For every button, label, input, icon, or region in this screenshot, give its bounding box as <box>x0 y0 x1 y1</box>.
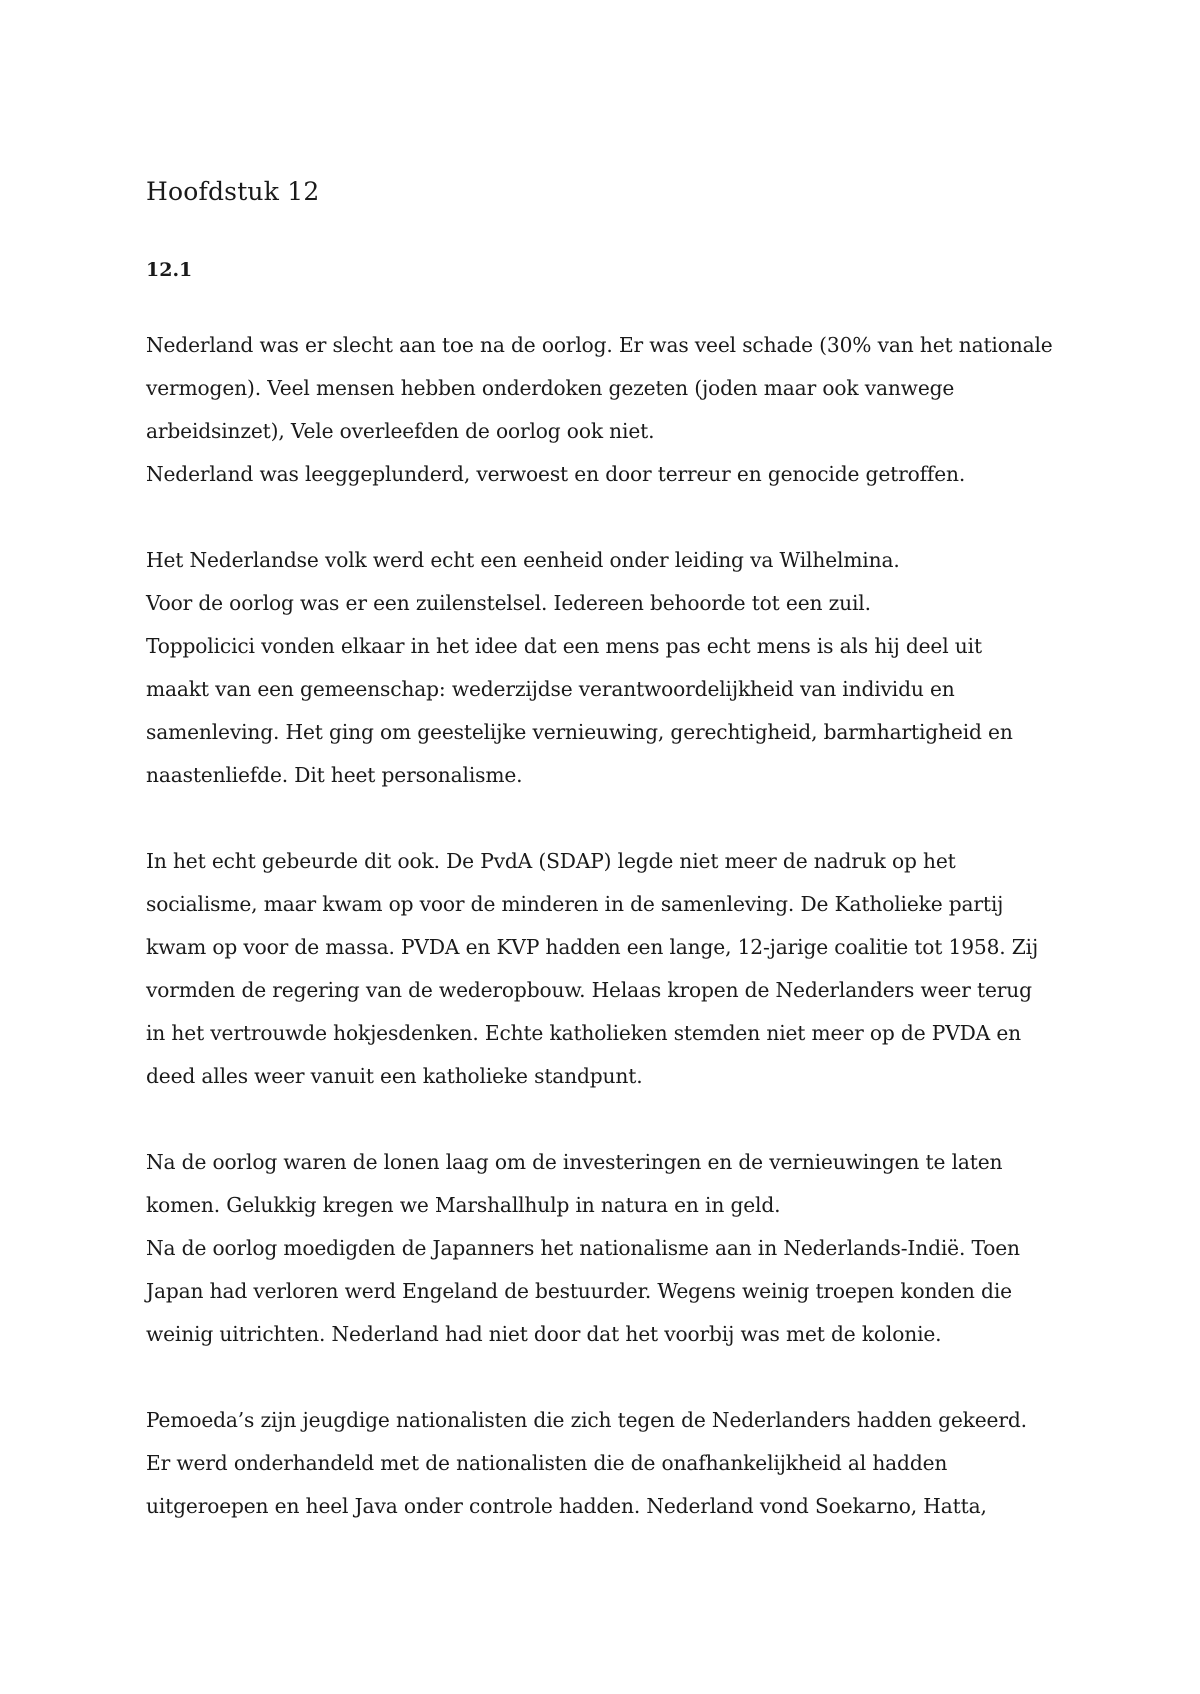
text-line: samenleving. Het ging om geestelijke vernieuwing, gerechtigheid, barmhartigheid en <box>146 720 1013 744</box>
text-line: vormden de regering van de wederopbouw. Helaas kropen de Nederlanders weer terug <box>146 978 1032 1002</box>
text-line: In het echt gebeurde dit ook. De PvdA (SDAP) legde niet meer de nadruk op het <box>146 849 956 873</box>
paragraph <box>146 539 1066 797</box>
chapter-title: Hoofdstuk 12 <box>146 177 320 206</box>
text-line: Voor de oorlog was er een zuilenstelsel. Iedereen behoorde tot een zuil. <box>146 591 871 615</box>
text-line: Nederland was er slecht aan toe na de oorlog. Er was veel schade (30% van het nationale <box>146 333 1053 357</box>
text-line: kwam op voor de massa. PVDA en KVP hadden een lange, 12-jarige coalitie tot 1958. Zij <box>146 935 1039 959</box>
text-line: Na de oorlog moedigden de Japanners het nationalisme aan in Nederlands-Indië. Toen <box>146 1236 1020 1260</box>
text-line: deed alles weer vanuit een katholieke standpunt. <box>146 1064 643 1088</box>
text-line: Na de oorlog waren de lonen laag om de investeringen en de vernieuwingen te laten <box>146 1150 1003 1174</box>
text-line: maakt van een gemeenschap: wederzijdse verantwoordelijkheid van individu en <box>146 677 955 701</box>
document-page <box>146 172 1066 1571</box>
text-line: Het Nederlandse volk werd echt een eenheid onder leiding va Wilhelmina. <box>146 548 900 572</box>
text-line: Toppolicici vonden elkaar in het idee dat een mens pas echt mens is als hij deel uit <box>146 634 982 658</box>
text-line: vermogen). Veel mensen hebben onderdoken gezeten (joden maar ook vanwege <box>146 376 955 400</box>
section-title: 12.1 <box>146 259 193 281</box>
text-line: Nederland was leeggeplunderd, verwoest en door terreur en genocide getroffen. <box>146 462 966 486</box>
text-line: socialisme, maar kwam op voor de minderen in de samenleving. De Katholieke partij <box>146 892 1004 916</box>
text-line: Er werd onderhandeld met de nationalisten die de onafhankelijkheid al hadden <box>146 1451 948 1475</box>
text-line: naastenliefde. Dit heet personalisme. <box>146 763 523 787</box>
text-line: Japan had verloren werd Engeland de bestuurder. Wegens weinig troepen konden die <box>146 1279 1012 1303</box>
paragraph <box>146 840 1066 1098</box>
paragraph <box>146 1141 1066 1356</box>
text-line: komen. Gelukkig kregen we Marshallhulp in natura en in geld. <box>146 1193 781 1217</box>
text-line: in het vertrouwde hokjesdenken. Echte katholieken stemden niet meer op de PVDA en <box>146 1021 1022 1045</box>
text-line: arbeidsinzet), Vele overleefden de oorlog ook niet. <box>146 419 655 443</box>
paragraph <box>146 324 1066 496</box>
text-line: uitgeroepen en heel Java onder controle hadden. Nederland vond Soekarno, Hatta, <box>146 1494 987 1518</box>
paragraph <box>146 1399 1066 1528</box>
text-line: weinig uitrichten. Nederland had niet door dat het voorbij was met de kolonie. <box>146 1322 942 1346</box>
text-line: Pemoeda’s zijn jeugdige nationalisten die zich tegen de Nederlanders hadden gekeerd. <box>146 1408 1027 1432</box>
